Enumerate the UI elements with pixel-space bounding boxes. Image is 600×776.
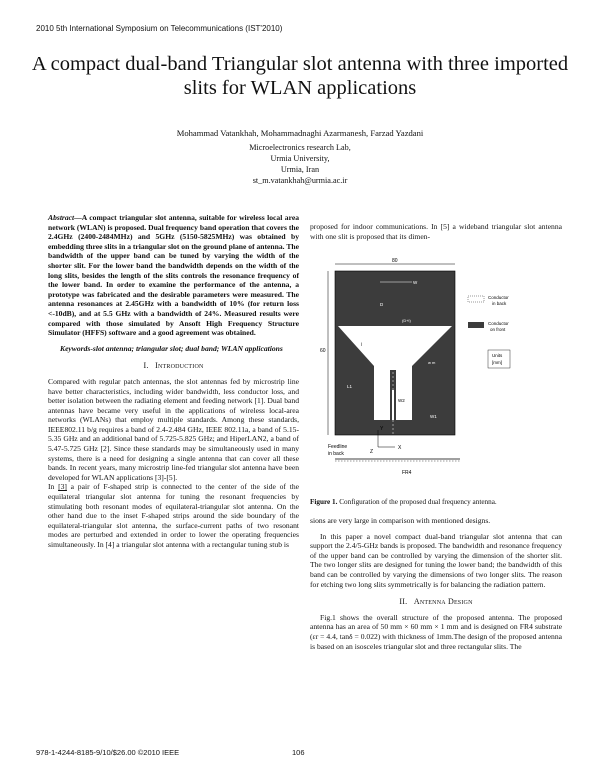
- section-title-2: Antenna Design: [413, 597, 473, 607]
- dim-label-80: 80: [392, 258, 398, 264]
- section-title: Introduction: [155, 361, 204, 371]
- affiliation-block: [0, 142, 600, 186]
- right-column-top: proposed for indoor communications. In [5] a wideband triangular slot antenna with one slit is proposed that its dimen-: [310, 222, 562, 241]
- legend-back-1: Conductor: [488, 295, 509, 300]
- fr4-label: FR4: [402, 470, 412, 476]
- intro-paragraph-2: In [3] a pair of F-shaped strip is connected to the center of the side of the equilateral triangular slot antenna for tuning the resonant frequencies by stimulating both resonant modes of equilateral-triangular slot antenna. On the other hand due to the inset F-shaped strips around the side boundary of the equilateral-triangular slot antenna, the surface-current paths of two resonant modes are perturbed and extended in order to lower the operating frequencies simultaneously. In [4] a triangular slot antenna with a rectangular tuning stub is: [48, 482, 299, 549]
- axis-z-label: Z: [370, 449, 374, 455]
- legend-swatch-back: [468, 296, 484, 302]
- dim-label-wm: w m: [428, 360, 436, 365]
- dim-label-dpl: (D+l): [402, 318, 411, 323]
- abstract-label: Abstract: [48, 213, 75, 222]
- footer-copyright: 978-1-4244-8185-9/10/$26.00 ©2010 IEEE: [36, 748, 180, 757]
- affiliation-location: Urmia, Iran: [280, 165, 320, 174]
- ref-link-3[interactable]: [3]: [58, 482, 67, 492]
- feedline-label: Feedline: [328, 444, 348, 450]
- right-paragraph-1: sions are very large in comparison with mentioned designs.: [310, 516, 491, 525]
- figure-caption-label: Figure 1.: [310, 498, 338, 506]
- page-number: 106: [292, 748, 305, 757]
- abstract-paragraph: [48, 213, 299, 338]
- units-label-1: Units: [492, 353, 503, 358]
- dim-label-w1: W1: [430, 414, 437, 419]
- dim-label-60: 60: [320, 348, 326, 354]
- affiliation-lab: Microelectronics research Lab,: [249, 143, 351, 152]
- running-header: 2010 5th International Symposium on Telecommunications (IST'2010): [36, 24, 283, 33]
- axis-y-label: Y: [380, 426, 384, 432]
- axis-x-label: X: [398, 445, 402, 451]
- right-paragraph-2: In this paper a novel compact dual-band triangular slot antenna that can support the 2.4/5-GHz bands is proposed. The bandwidth and resonance frequency of the upper band can be controlled by varying the dimension of the shorter slit. The two longer slits are designed for tuning the lower band; the bandwidth of this band can be controlled by varying the dimensions of two longer slits. The reason for etching two long slits symmetrically is for balancing the radiation pattern.: [310, 531, 562, 589]
- keywords-text: slot antenna; triangular slot; dual band; WLAN applications: [92, 343, 283, 353]
- affiliation-email: st_m.vatankhah@urmia.ac.ir: [252, 176, 348, 185]
- paper-title: A compact dual-band Triangular slot antenna with three imported slits for WLAN applications: [31, 53, 569, 99]
- affiliation-university: Urmia University,: [270, 154, 330, 163]
- antenna-diagram: [310, 252, 562, 492]
- section-number-2: II.: [399, 597, 408, 607]
- section-heading-antenna-design: [310, 597, 562, 607]
- dim-label-w2: W2: [398, 398, 405, 403]
- section-number: I.: [143, 361, 149, 371]
- dim-label-l: l: [361, 342, 362, 347]
- figure-1: [310, 252, 562, 492]
- dim-label-w: W: [413, 280, 418, 285]
- keywords-paragraph: [48, 344, 299, 354]
- intro-paragraph-1: Compared with regular patch antennas, the slot antennas fed by microstrip line have better characteristics, including wider bandwidth, less conductor loss, and better isolation between the radiating element and feeding network [1]. Dual band antennas have became very useful in the applications of wireless local-area networks (WLANs) that employ multiple standards. Among these standards, IEEE802.11 b/g requires a band of 2.4-2.484 GHz, IEEE 802.11a, a band of 5.15-5.35 GHz and an additional band of 5.725-5.825 GHz; and HiperLAN2, a band of 5.47-5.725 GHz [2]. Since these standards may be simultaneously used in many systems, there is a need for designing a single antenna that can cover all these bands. In recent years, many microstrip line-fed triangular slot antenna have been developed for WLAN applications [3]-[5].: [48, 376, 299, 482]
- figure-caption: [310, 498, 562, 506]
- intro-paragraph-2-text: a pair of F-shaped strip is connected to the center of the side of the equilateral triangular slot antenna for tuning the resonant frequencies by stimulating both resonant modes of equilateral-triangular slot antenna. On the other hand due to the inset F-shaped strips around the side boundary of the equilateral-triangular slot antenna, the surface-current paths of two resonant modes are perturbed and extended in order to lower the operating frequencies simultaneously. In [4] a triangular slot antenna with a rectangular tuning stub is: [48, 482, 299, 549]
- dim-label-l2: L2: [380, 404, 386, 409]
- dim-label-l1: L1: [347, 384, 353, 389]
- legend-swatch-front: [468, 322, 484, 328]
- left-column: [48, 213, 299, 550]
- right-paragraph-3: Fig.1 shows the overall structure of the proposed antenna. The proposed antenna has an area of 50 mm × 60 mm × 1 mm and is designed on FR4 substrate (εr = 4.4, tanδ = 0.022) with thickness of 1mm.The design of the proposed antenna is based on an isosceles triangular slot and three rectangular slits. The: [310, 612, 562, 651]
- feedline-inback-label: in back: [328, 451, 344, 457]
- right-column-bottom: [310, 516, 562, 651]
- section-heading-introduction: [48, 361, 299, 371]
- abstract-text: —A compact triangular slot antenna, suitable for wireless local area network (WLAN) is proposed. Dual frequency band operation that covers the 2.4GHz (2400-2484MHz) and 5GHz (5150-5825MHz) was obtained by embedding three slits in a triangular slot on the ground plane of antenna. The bandwidth of the upper band can be tuned by varying the width of the shorter slit. For the lower band the bandwidth depends on the width of the long slits, besides the length of the slits controls the resonance frequency of the lower band. In order to examine the performance of the antenna, a prototype was fabricated and the desirable parameters were measured. The antenna resonances at 2.45GHz with a bandwidth of 10% (for return loss <-10dB), and at 5.5 GHz with a bandwidth of 24%. Measured results were compared with those simulated by Ansoft High Frequency Structure Simulator (HFFS) software and a good agreement was obtained.: [48, 213, 299, 338]
- legend-front-2: on front: [490, 327, 506, 332]
- dim-label-d: D: [380, 302, 384, 307]
- legend-back-2: in back: [492, 301, 507, 306]
- figure-caption-text: Configuration of the proposed dual frequency antenna.: [337, 498, 497, 506]
- units-label-2: [mm]: [492, 360, 502, 365]
- keywords-label: Keywords-: [60, 343, 93, 353]
- author-list: Mohammad Vatankhah, Mohammadnaghi Azarmanesh, Farzad Yazdani: [176, 128, 424, 138]
- legend-front-1: Conductor: [488, 321, 509, 326]
